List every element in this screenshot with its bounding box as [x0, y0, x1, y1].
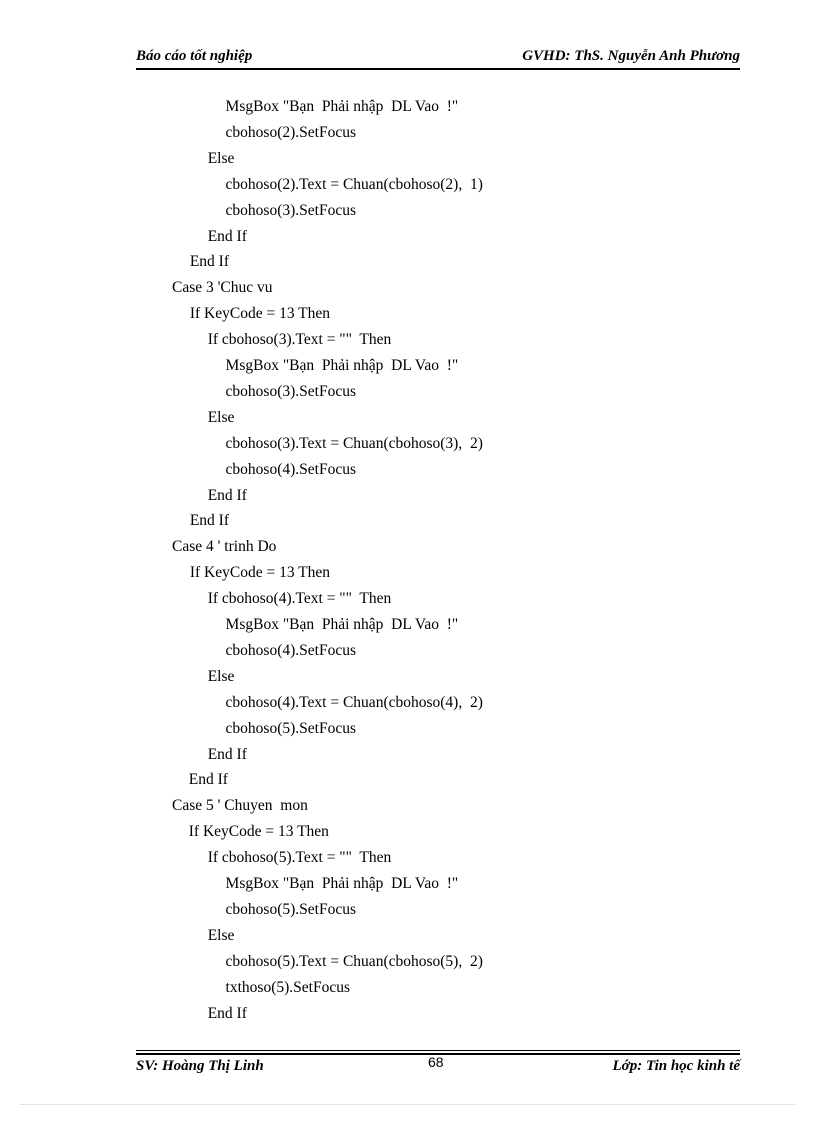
code-line: cbohoso(5).SetFocus — [225, 719, 356, 737]
code-line: If cbohoso(3).Text = "" Then — [207, 331, 392, 349]
code-line: cbohoso(2).SetFocus — [225, 123, 356, 141]
code-line: Else — [207, 667, 235, 685]
code-line: txthoso(5).SetFocus — [225, 978, 350, 996]
code-line: End If — [189, 512, 230, 530]
code-line: MsgBox "Bạn Phải nhập DL Vao !" — [225, 98, 459, 115]
code-line: cbohoso(4).SetFocus — [225, 641, 356, 659]
code-line: Else — [207, 408, 235, 426]
code-line: End If — [189, 253, 230, 271]
page-header — [136, 48, 740, 68]
code-line: Case 5 ' Chuyen mon — [172, 797, 308, 815]
code-line: cbohoso(4).Text = Chuan(cbohoso(4), 2) — [225, 693, 483, 711]
advisor-name: GVHD: ThS. Nguyễn Anh Phương — [522, 48, 740, 64]
code-line: If cbohoso(5).Text = "" Then — [207, 849, 392, 867]
code-line: End If — [188, 771, 228, 789]
code-line: Case 3 'Chuc vu — [172, 279, 273, 297]
page-number: 68 — [428, 1054, 444, 1070]
code-line: cbohoso(4).SetFocus — [225, 460, 356, 478]
header-rule — [136, 68, 740, 70]
page-footer — [136, 1056, 740, 1078]
code-line: End If — [207, 486, 247, 504]
code-line: If KeyCode = 13 Then — [188, 823, 329, 841]
code-line: MsgBox "Bạn Phải nhập DL Vao !" — [225, 357, 459, 374]
class-name: Lớp: Tin học kinh tế — [612, 1058, 740, 1074]
code-line: If cbohoso(4).Text = "" Then — [207, 590, 392, 608]
code-line: Else — [207, 149, 235, 167]
code-line: If KeyCode = 13 Then — [189, 305, 331, 323]
code-line: MsgBox "Bạn Phải nhập DL Vao !" — [225, 616, 459, 633]
code-line: End If — [207, 227, 247, 245]
code-line: End If — [207, 1004, 247, 1022]
report-title: Báo cáo tốt nghiệp — [136, 48, 253, 64]
code-line: cbohoso(3).SetFocus — [225, 382, 356, 400]
footer-rule-top — [136, 1050, 740, 1051]
student-name: SV: Hoàng Thị Linh — [136, 1058, 264, 1074]
code-line: If KeyCode = 13 Then — [189, 564, 331, 582]
code-line: cbohoso(5).Text = Chuan(cbohoso(5), 2) — [225, 952, 483, 970]
page-edge-dots — [20, 1104, 796, 1105]
code-line: cbohoso(5).SetFocus — [225, 900, 356, 918]
code-line: cbohoso(3).Text = Chuan(cbohoso(3), 2) — [225, 434, 483, 452]
code-line: Case 4 ' trinh Do — [172, 538, 277, 556]
code-line: MsgBox "Bạn Phải nhập DL Vao !" — [225, 875, 459, 892]
code-line: cbohoso(2).Text = Chuan(cbohoso(2), 1) — [225, 175, 483, 193]
code-line: Else — [207, 926, 235, 944]
code-line: End If — [207, 745, 247, 763]
code-line: cbohoso(3).SetFocus — [225, 201, 356, 219]
